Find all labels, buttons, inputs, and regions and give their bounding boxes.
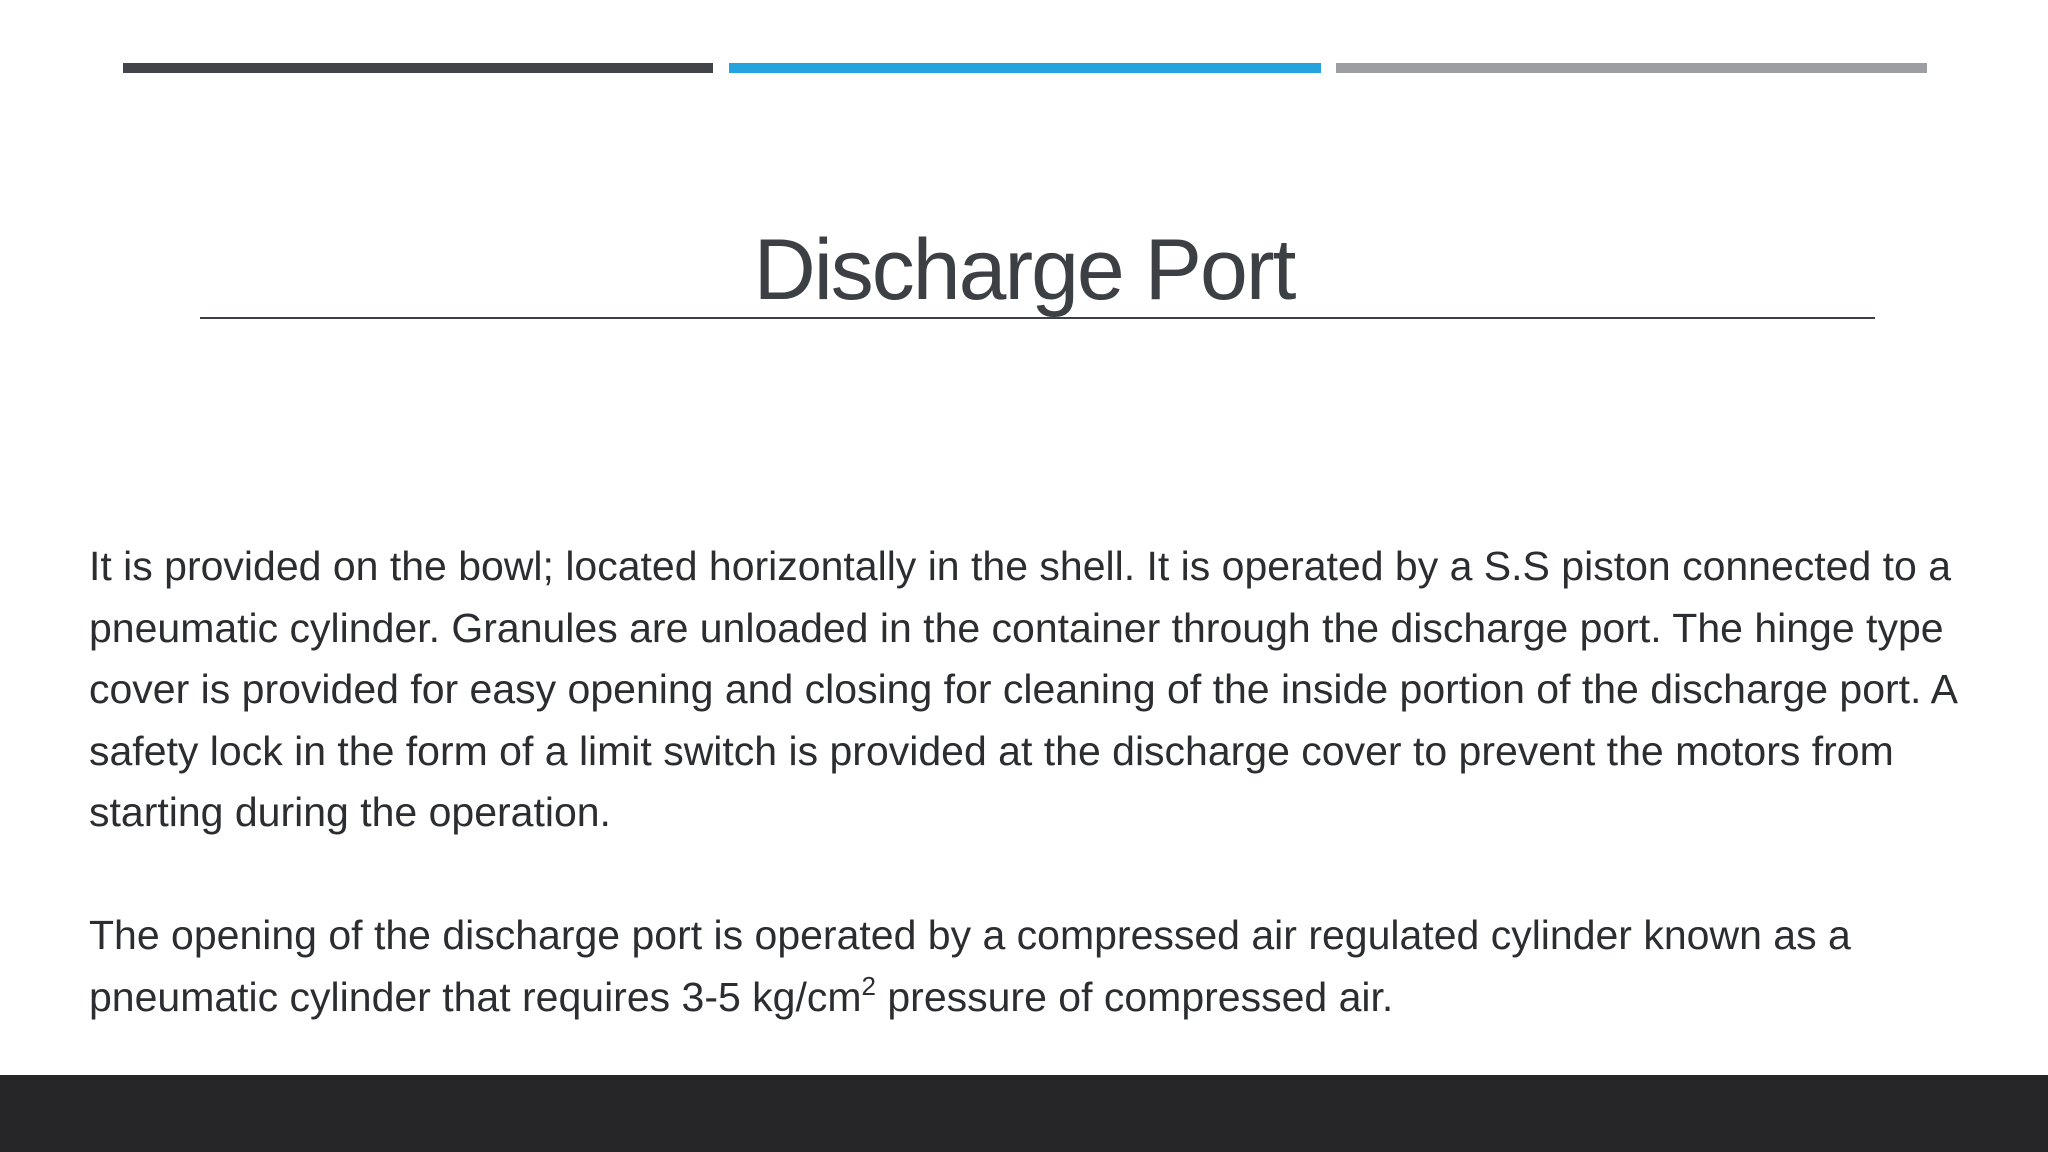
slide-body <box>89 536 1969 1028</box>
accent-bar-dark <box>123 63 713 73</box>
paragraph-2-text-end: pressure of compressed air. <box>875 973 1394 1020</box>
footer-band <box>0 1075 2048 1152</box>
body-paragraph-1: It is provided on the bowl; located horizontally in the shell. It is operated by a S.S piston connected to a pneumatic cylinder. Granules are unloaded in the container through the discharge port. The hinge type cover is provided for easy opening and closing for cleaning of the inside portion of the discharge port. A safety lock in the form of a limit switch is provided at the discharge cover to prevent the motors from starting during the operation. <box>89 543 1956 835</box>
accent-bar-blue <box>729 63 1321 73</box>
paragraph-2-text-start: The opening of the discharge port is operated by a compressed air regulated cylinder known as a pneumatic cylinder that requires 3-5 kg/cm <box>89 912 1851 1020</box>
title-underline <box>200 317 1875 319</box>
superscript-exponent: 2 <box>861 970 876 1001</box>
accent-bar-gray <box>1336 63 1927 73</box>
slide-title: Discharge Port <box>753 222 1295 318</box>
body-paragraph-2 <box>89 905 1969 1028</box>
